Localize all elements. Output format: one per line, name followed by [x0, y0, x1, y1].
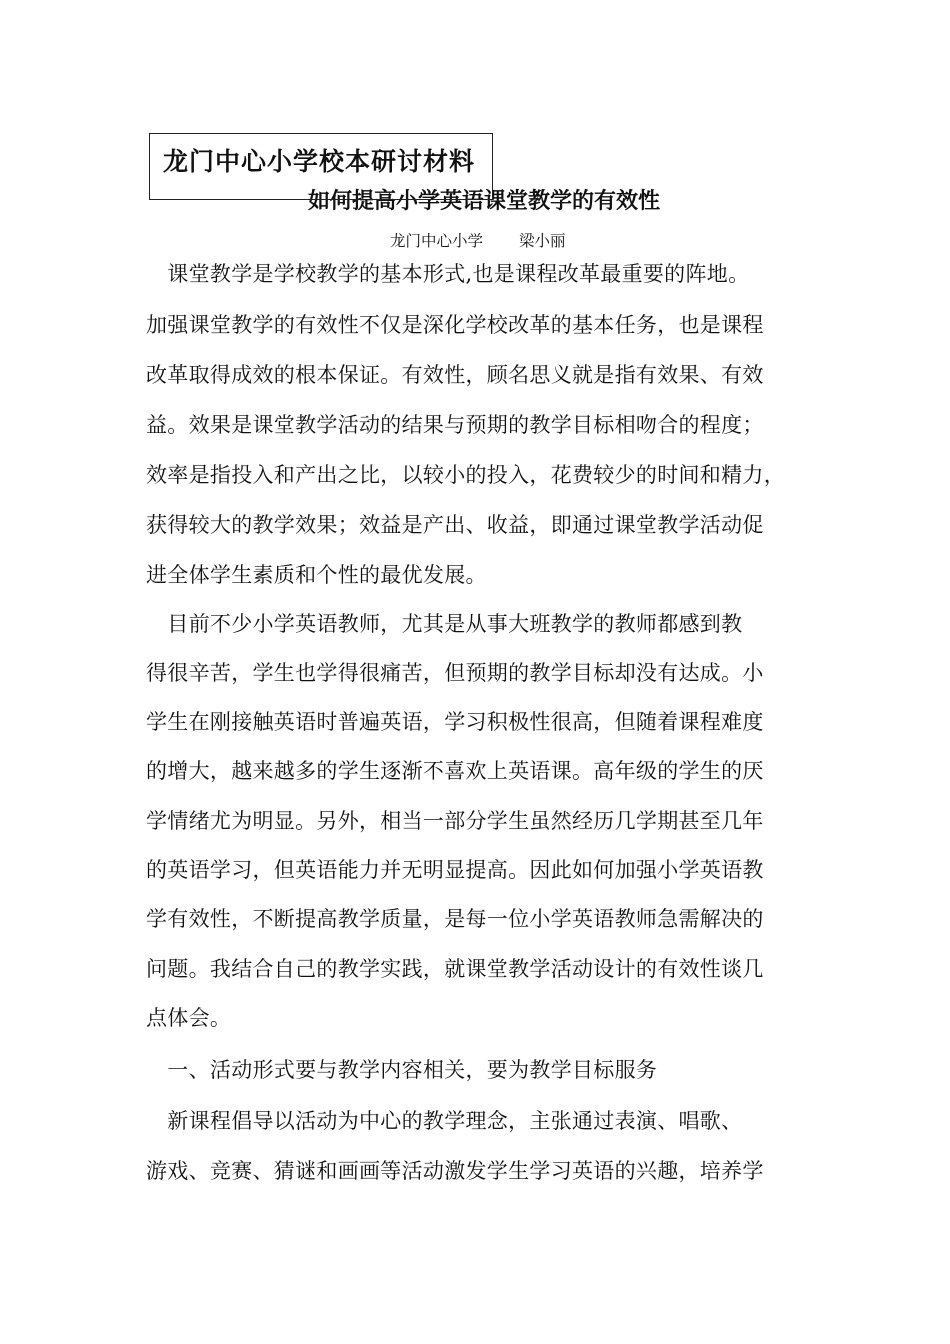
paragraph-line: 目前不少小学英语教师，尤其是从事大班教学的教师都感到教 — [146, 612, 743, 636]
paragraph-line: 的增大，越来越多的学生逐渐不喜欢上英语课。高年级的学生的厌 — [146, 759, 764, 783]
paragraph-line: 效率是指投入和产出之比，以较小的投入，花费较少的时间和精力， — [146, 463, 785, 487]
paragraph-line: 的英语学习，但英语能力并无明显提高。因此如何加强小学英语教 — [146, 858, 764, 882]
paragraph-line: 游戏、竞赛、猜谜和画画等活动激发学生学习英语的兴趣，培养学 — [146, 1159, 764, 1183]
paragraph-line: 获得较大的教学效果；效益是产出、收益，即通过课堂教学活动促 — [146, 513, 764, 537]
byline-school: 龙门中心小学 — [390, 232, 484, 250]
document-title: 如何提高小学英语课堂教学的有效性 — [308, 189, 661, 214]
paragraph-line: 学情绪尤为明显。另外，相当一部分学生虽然经历几学期甚至几年 — [146, 809, 764, 833]
paragraph-line: 改革取得成效的根本保证。有效性，顾名思义就是指有效果、有效 — [146, 363, 764, 387]
paragraph-line: 问题。我结合自己的教学实践，就课堂教学活动设计的有效性谈几 — [146, 957, 764, 981]
paragraph-line: 进全体学生素质和个性的最优发展。 — [146, 563, 487, 587]
paragraph-line: 益。效果是课堂教学活动的结果与预期的教学目标相吻合的程度； — [146, 413, 764, 437]
paragraph-line: 加强课堂教学的有效性不仅是深化学校改革的基本任务，也是课程 — [146, 313, 764, 337]
paragraph-line: 学有效性，不断提高教学质量，是每一位小学英语教师急需解决的 — [146, 907, 764, 931]
byline — [390, 229, 566, 251]
paragraph-line: 得很辛苦，学生也学得很痛苦，但预期的教学目标却没有达成。小 — [146, 661, 764, 685]
paragraph-line: 学生在刚接触英语时普遍英语，学习积极性很高，但随着课程难度 — [146, 710, 764, 734]
header-box — [149, 133, 493, 200]
byline-author: 梁小丽 — [519, 232, 566, 250]
paragraph-line: 课堂教学是学校教学的基本形式,也是课程改革最重要的阵地。 — [146, 262, 750, 286]
section-heading: 一、活动形式要与教学内容相关，要为教学目标服务 — [146, 1058, 658, 1082]
paragraph-line: 新课程倡导以活动为中心的教学理念，主张通过表演、唱歌、 — [146, 1109, 743, 1133]
header-box-text: 龙门中心小学校本研讨材料 — [163, 147, 476, 176]
paragraph-line: 点体会。 — [146, 1006, 232, 1030]
